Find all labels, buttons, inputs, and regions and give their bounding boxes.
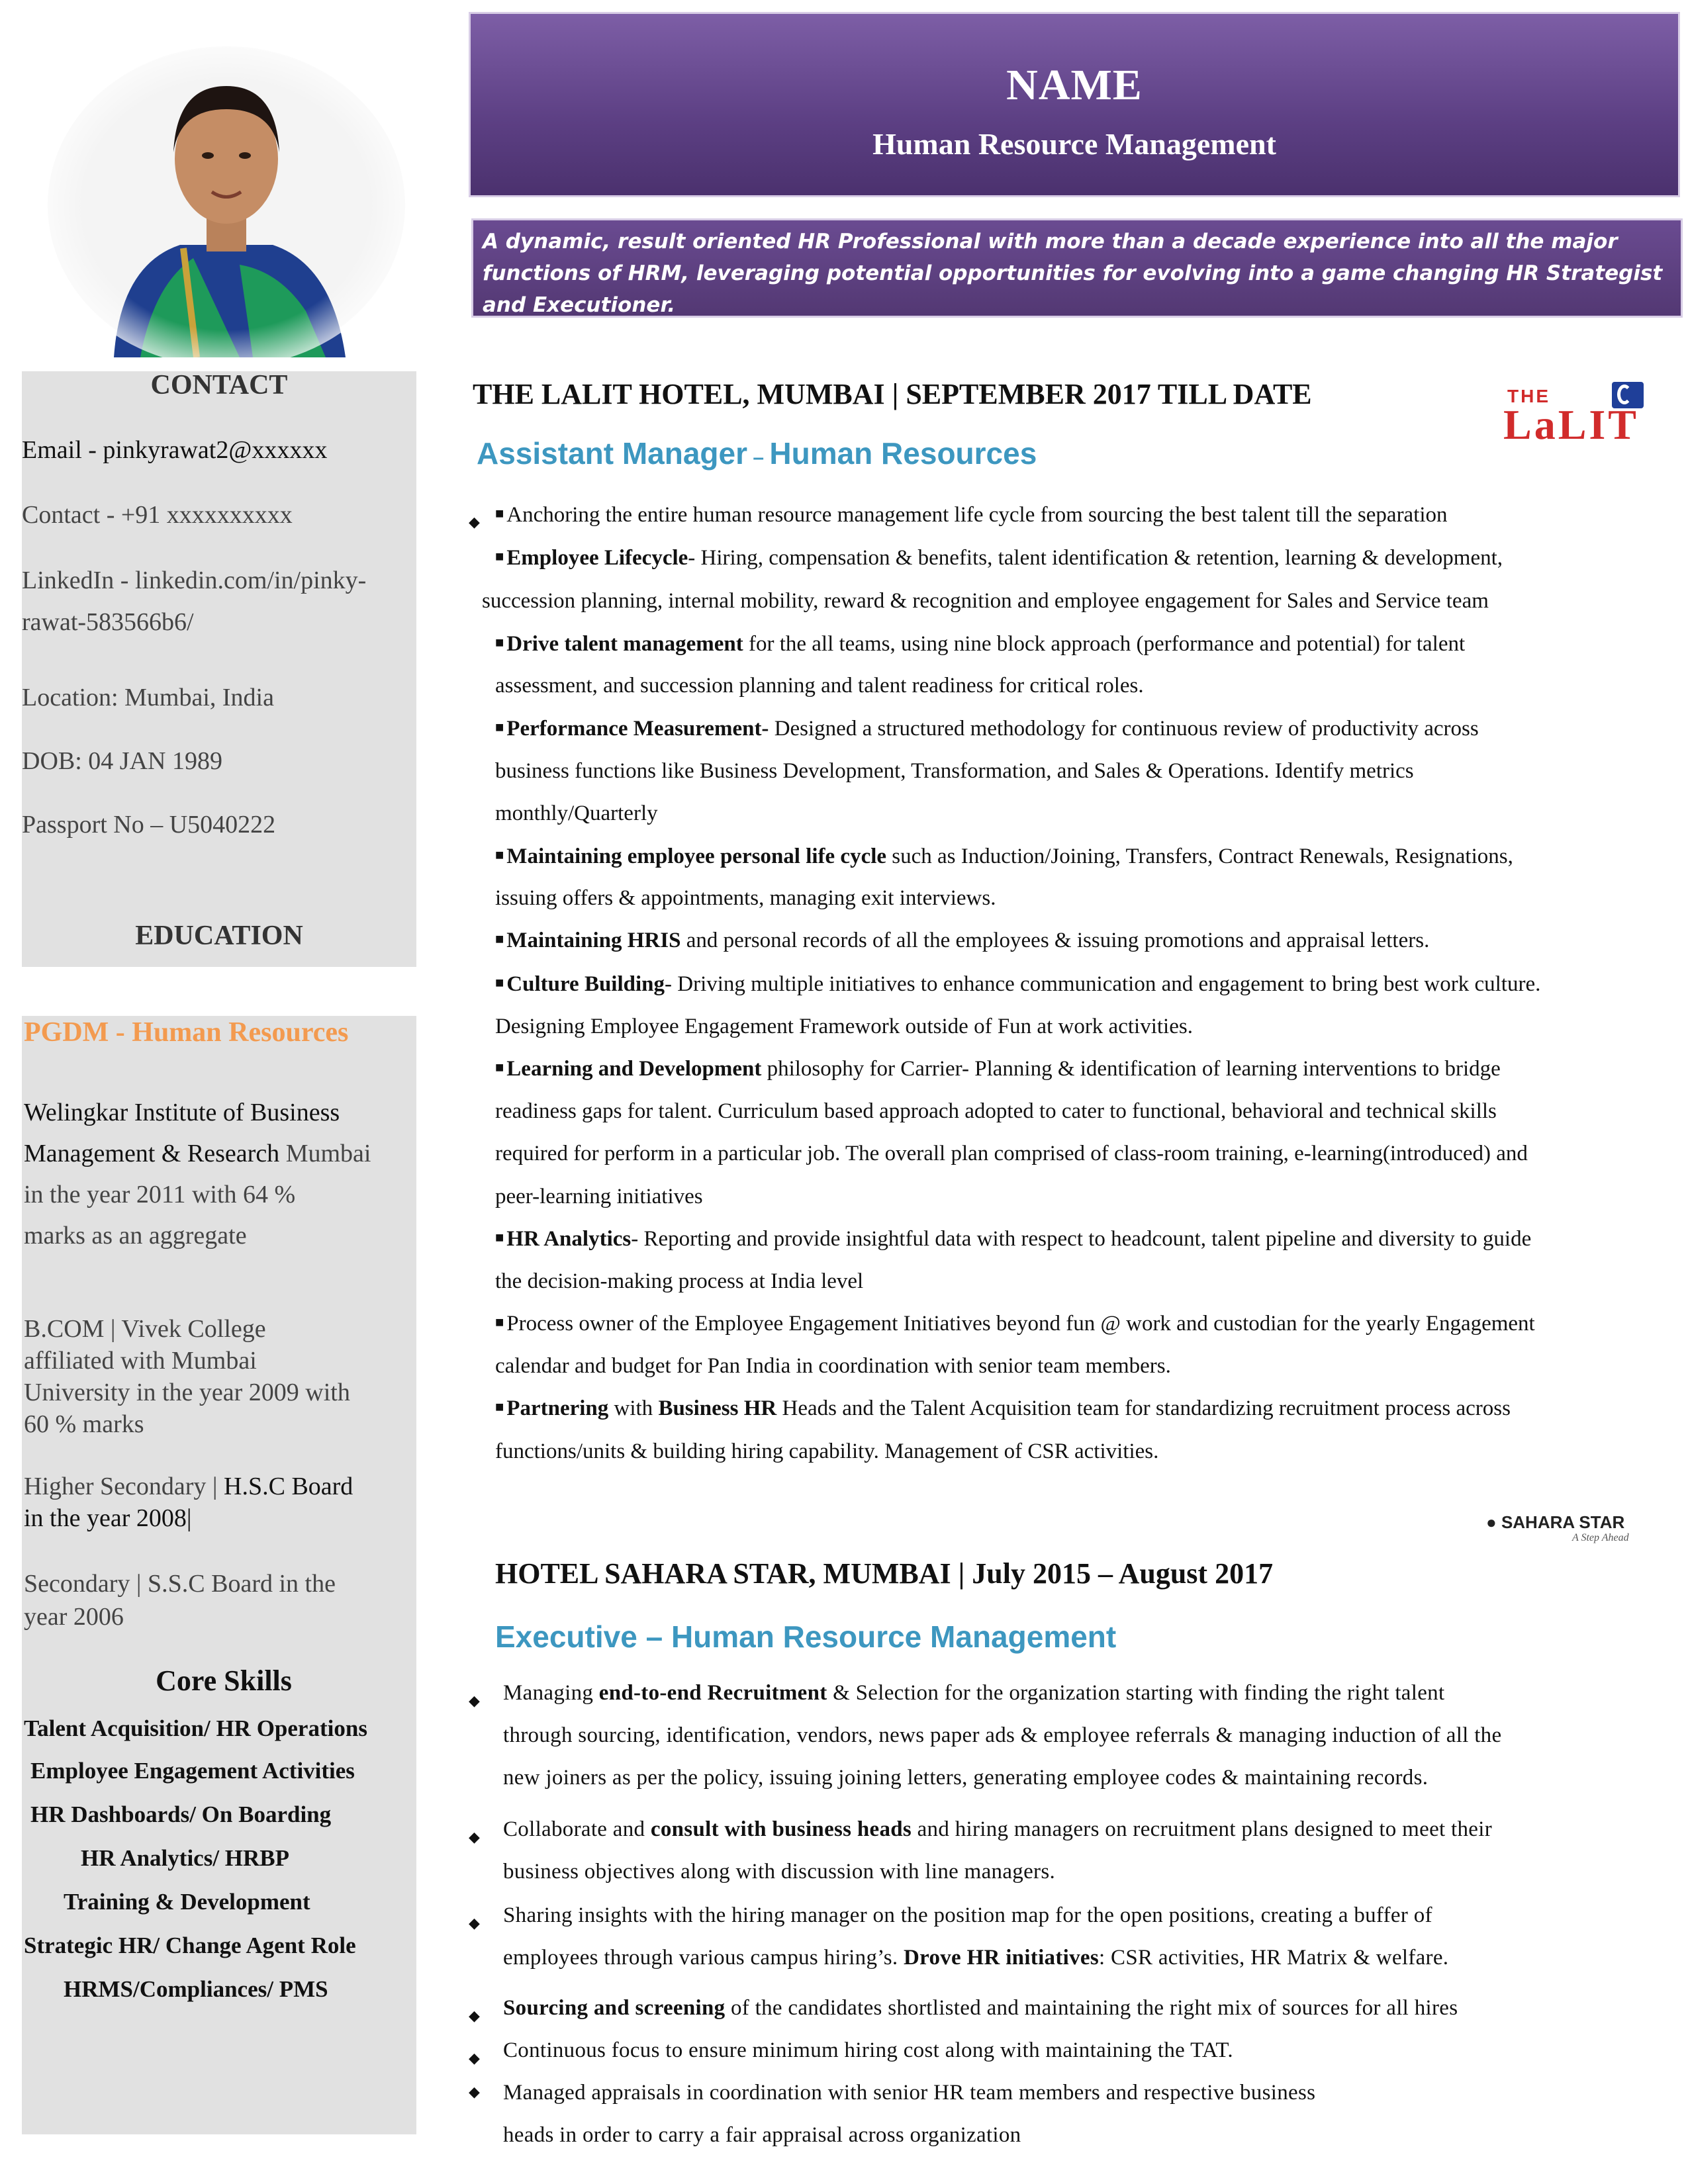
bullet-icon: ◆ — [469, 2050, 480, 2066]
job1-line: ■ Employee Lifecycle- Hiring, compensation & benefits, talent identification & retention, learning & development, — [495, 546, 1503, 570]
job2-title: HOTEL SAHARA STAR, MUMBAI | July 2015 – August 2017 — [495, 1557, 1274, 1590]
contact-linkedin-cont: rawat-583566b6/ — [22, 608, 194, 636]
job1-title: THE LALIT HOTEL, MUMBAI | SEPTEMBER 2017 TILL DATE — [473, 378, 1312, 410]
job1-line: peer-learning initiatives — [495, 1185, 703, 1208]
skill-item: Strategic HR/ Change Agent Role — [24, 1933, 356, 1958]
job2-line: Collaborate and consult with business heads and hiring managers on recruitment plans designed to meet their — [503, 1817, 1493, 1841]
job1-line: required for perform in a particular job. The overall plan comprised of class-room training, e-learning(introduced) and — [495, 1142, 1528, 1165]
job2-line: through sourcing, identification, vendors, news paper ads & employee referrals & managing induction of all the — [503, 1723, 1502, 1747]
job1-line: succession planning, internal mobility, reward & recognition and employee engagement for Sales and Service team — [482, 589, 1489, 613]
skill-item: HRMS/Compliances/ PMS — [64, 1976, 328, 2002]
bullet-icon: ◆ — [469, 1915, 480, 1931]
job1-line: ■ Maintaining HRIS and personal records of all the employees & issuing promotions and appraisal letters. — [495, 929, 1430, 952]
job2-line: Sourcing and screening of the candidates shortlisted and maintaining the right mix of sources for all hires — [503, 1996, 1458, 2020]
skill-item: Employee Engagement Activities — [30, 1758, 355, 1784]
skill-item: HR Dashboards/ On Boarding — [30, 1801, 332, 1827]
lalit-logo: THE LaLIT — [1499, 381, 1665, 447]
job1-line: business functions like Business Development, Transformation, and Sales & Operations. Identify metrics — [495, 759, 1414, 783]
job2-line: Sharing insights with the hiring manager on the position map for the open positions, creating a buffer of — [503, 1903, 1432, 1927]
job2-line: new joiners as per the policy, issuing joining letters, generating employee codes & maintaining records. — [503, 1766, 1429, 1790]
job1-line: ■ Maintaining employee personal life cycle such as Induction/Joining, Transfers, Contract Renewals, Resignations, — [495, 844, 1513, 868]
job1-line: calendar and budget for Pan India in coordination with senior team members. — [495, 1354, 1171, 1378]
job2-role: Executive – Human Resource Management — [495, 1619, 1117, 1654]
contact-heading: CONTACT — [150, 370, 288, 400]
job2-line: Continuous focus to ensure minimum hiring cost along with maintaining the TAT. — [503, 2038, 1233, 2062]
bullet-icon: ◆ — [469, 2007, 480, 2024]
candidate-title: Human Resource Management — [872, 127, 1276, 161]
bullet-icon: ◆ — [469, 514, 480, 530]
education-degree: PGDM - Human Resources — [24, 1017, 349, 1048]
contact-email: Email - pinkyrawat2@xxxxxx — [22, 436, 328, 464]
sahara-star-logo: ● SAHARA STAR A Step Ahead — [1486, 1512, 1629, 1543]
job2-line: Managing end-to-end Recruitment & Selection for the organization starting with finding the right talent — [503, 1681, 1445, 1705]
education-hsc: Higher Secondary | H.S.C Board in the year 2008| — [24, 1473, 353, 1532]
job2-line: business objectives along with discussion with line managers. — [503, 1860, 1056, 1884]
job2-line: Managed appraisals in coordination with senior HR team members and respective business — [503, 2081, 1316, 2105]
education-bcom: B.COM | Vivek College affiliated with Mumbai University in the year 2009 with 60 % marks — [24, 1315, 350, 1438]
job1-line: Designing Employee Engagement Framework outside of Fun at work activities. — [495, 1015, 1193, 1038]
skill-item: Talent Acquisition/ HR Operations — [24, 1715, 367, 1741]
education-ssc: Secondary | S.S.C Board in the year 2006 — [24, 1570, 336, 1631]
profile-photo — [41, 46, 412, 357]
education-pgdm: Welingkar Institute of Business Management & Research Mumbai in the year 2011 with 64 % marks as an aggregate — [24, 1099, 371, 1250]
job1-line: ■ Culture Building- Driving multiple initiatives to enhance communication and engagement to bring best work culture. — [495, 972, 1541, 996]
job1-line: readiness gaps for talent. Curriculum based approach adopted to cater to functional, behavioral and technical skills — [495, 1099, 1497, 1123]
bullet-icon: ◆ — [469, 1829, 480, 1845]
job1-line: ■ Drive talent management for the all teams, using nine block approach (performance and potential) for talent — [495, 632, 1466, 656]
job1-line: ■ Partnering with Business HR Heads and the Talent Acquisition team for standardizing recruitment process across — [495, 1396, 1511, 1420]
job1-line: the decision-making process at India level — [495, 1269, 864, 1293]
candidate-name: NAME — [1006, 61, 1143, 109]
education-heading: EDUCATION — [135, 921, 303, 951]
bullet-icon: ◆ — [469, 1692, 480, 1709]
job1-line: monthly/Quarterly — [495, 801, 658, 825]
job1-role: Assistant Manager – Human Resources — [477, 436, 1037, 471]
job1-line: issuing offers & appointments, managing exit interviews. — [495, 886, 996, 910]
job1-line: ■ Process owner of the Employee Engagement Initiatives beyond fun @ work and custodian for the yearly Engagement — [495, 1312, 1535, 1336]
contact-passport: Passport No – U5040222 — [22, 811, 276, 839]
bullet-icon: ◆ — [469, 2083, 480, 2100]
job1-line: assessment, and succession planning and talent readiness for critical roles. — [495, 674, 1144, 698]
job2-line: employees through various campus hiring’s. Drove HR initiatives: CSR activities, HR Matrix & welfare. — [503, 1946, 1449, 1970]
skill-item: HR Analytics/ HRBP — [81, 1845, 290, 1871]
job1-line: functions/units & building hiring capability. Management of CSR activities. — [495, 1439, 1159, 1463]
job1-line: ■ Learning and Development philosophy for Carrier- Planning & identification of learning interventions to bridge — [495, 1057, 1501, 1081]
contact-location: Location: Mumbai, India — [22, 684, 274, 711]
contact-phone: Contact - +91 xxxxxxxxxx — [22, 501, 293, 529]
contact-dob: DOB: 04 JAN 1989 — [22, 747, 222, 775]
profile-summary: A dynamic, result oriented HR Professional with more than a decade experience into all the major functions of HRM, leveraging potential opportunities for evolving into a game changing HR Strategist and Executioner. — [471, 218, 1683, 318]
job1-line: ■ Anchoring the entire human resource management life cycle from sourcing the best talent till the separation — [495, 503, 1448, 527]
contact-linkedin: LinkedIn - linkedin.com/in/pinky- — [22, 567, 367, 594]
name-banner — [469, 12, 1680, 197]
job1-line: ■ Performance Measurement- Designed a structured methodology for continuous review of productivity across — [495, 717, 1479, 741]
job1-line: ■ HR Analytics- Reporting and provide insightful data with respect to headcount, talent pipeline and diversity to guide — [495, 1227, 1532, 1251]
skill-item: Training & Development — [64, 1889, 310, 1915]
job2-line: heads in order to carry a fair appraisal across organization — [503, 2123, 1021, 2147]
skills-heading: Core Skills — [156, 1664, 292, 1697]
